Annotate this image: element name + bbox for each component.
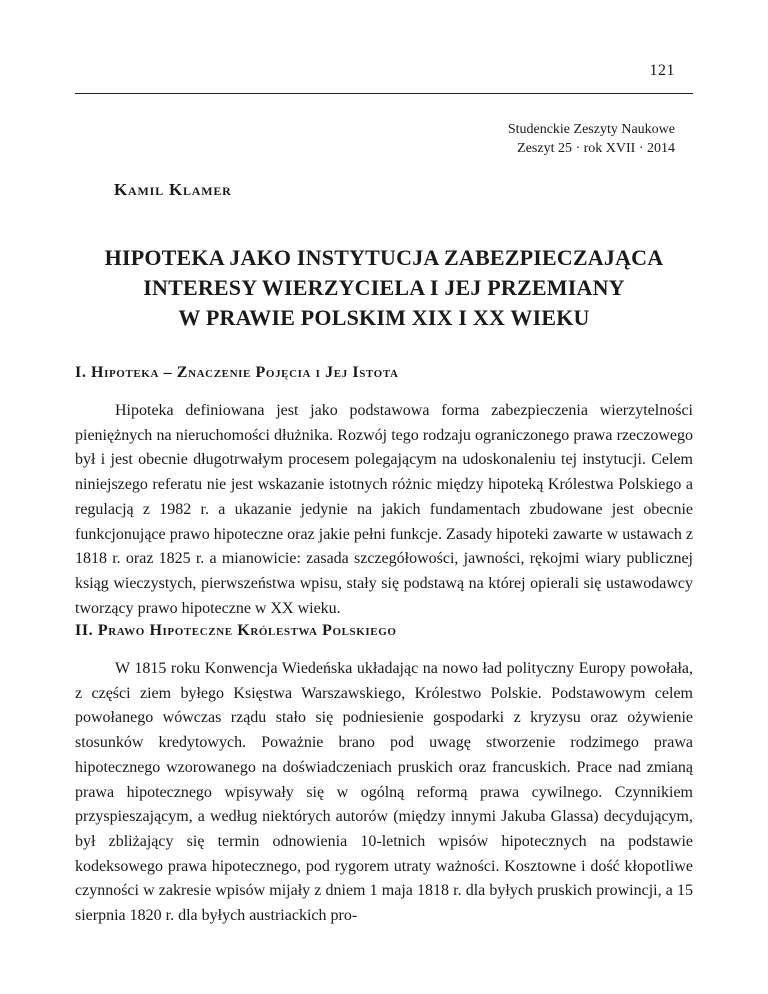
section-1-paragraph: Hipoteka definiowana jest jako podstawowa forma zabezpieczenia wierzytelności pieniężnych na nieruchomości dłużnika. Rozwój tego rodzaju ograniczonego prawa rzeczowego był i jest obecnie długotrwałym procesem polegającym na udoskonaleniu tej instytucji. Celem niniejszego referatu nie jest wskazanie istotnych różnic między hipoteką Królestwa Polskiego a regulacją z 1982 r. a ukazanie jedynie na jakich fundamentach zbudowane jest obecnie funkcjonujące prawo hipoteczne oraz jakie pełni funkcje. Zasady hipoteki zawarte w ustawach z 1818 r. oraz 1825 r. a mianowicie: zasada szczegółowości, jawności, rękojmi wiary publicznej ksiąg wieczystych, pierwszeństwa wpisu, stały się podstawą na której opierali się ustawodawcy tworzący prawo hipoteczne w XX wieku. — [75, 402, 693, 617]
title-line: W PRAWIE POLSKIM XIX I XX WIEKU — [178, 305, 590, 330]
journal-issue: Zeszyt 25 · rok XVII · 2014 — [517, 141, 675, 156]
section-2-paragraph: W 1815 roku Konwencja Wiedeńska układając na nowo ład polityczny Europy powołała, z części ziem byłego Księstwa Warszawskiego, Królestwo Polskie. Podstawowym celem powołanego wówczas rządu stało się podniesienie gospodarki z kryzysu oraz ożywienie stosunków kredytowych. Poważnie brano pod uwagę stworzenie rodzimego prawa hipotecznego wzorowanego na doświadczeniach pruskich oraz francuskich. Prace nad zmianą prawa hipotecznego wpisywały się w ogólną reformą prawa cywilnego. Czynnikiem przyspieszającym, a według niektórych autorów (między innymi Jakuba Glassa) decydującym, był zbliżający się termin odnowienia 10-letnich wpisów hipotecznych na podstawie kodeksowego prawa hipotecznego, pod rygorem utraty ważności. Kosztowne i dość kłopotliwe czynności w zakresie wpisów mijały z dniem 1 maja 1818 r. dla byłych pruskich prowincji, a 15 sierpnia 1820 r. dla byłych austriackich pro- — [75, 660, 693, 925]
journal-name: Studenckie Zeszyty Naukowe — [507, 122, 675, 137]
journal-info — [508, 120, 675, 158]
section-heading-2: II. Prawo Hipoteczne Królestwa Polskiego — [75, 622, 397, 639]
title-line: INTERESY WIERZYCIELA I JEJ PRZEMIANY — [143, 275, 625, 300]
header-rule — [75, 93, 693, 94]
title-line: HIPOTEKA JAKO INSTYTUCJA ZABEZPIECZAJĄCA — [104, 245, 664, 270]
article-title — [75, 243, 693, 333]
page-number: 121 — [649, 62, 675, 79]
section-heading-1: I. Hipoteka – Znaczenie Pojęcia i Jej Istota — [75, 364, 399, 381]
author-name: Kamil Klamer — [114, 180, 232, 199]
